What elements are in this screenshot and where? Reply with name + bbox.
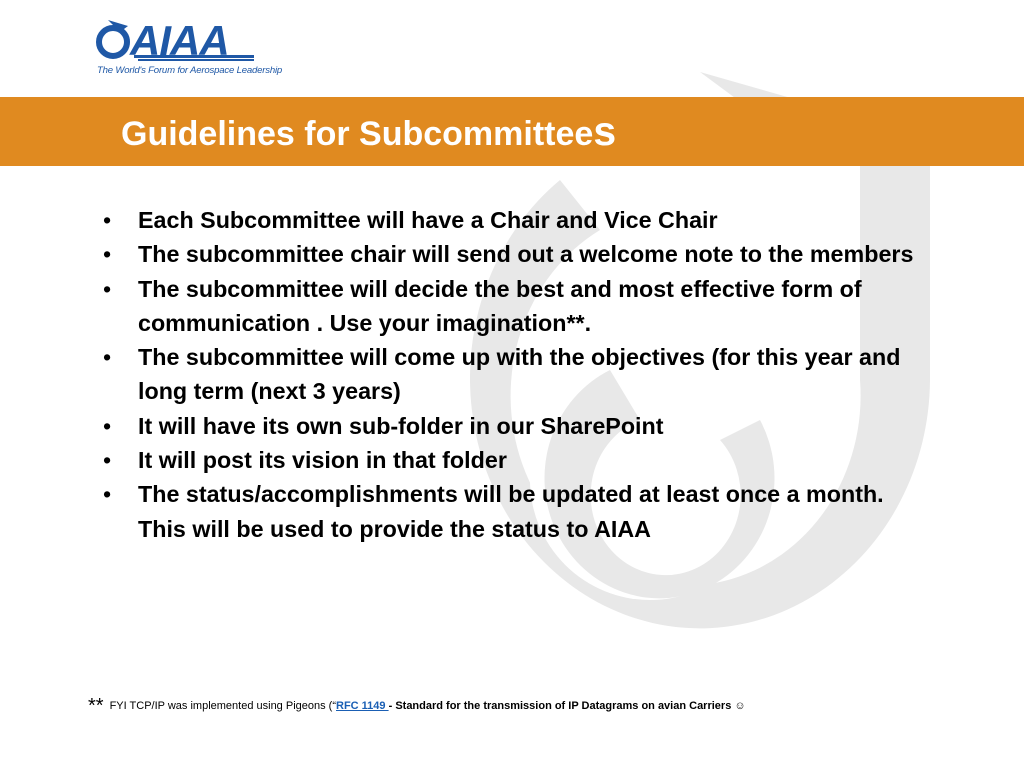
bullet-item bbox=[100, 443, 930, 477]
bullet-dot: • bbox=[103, 412, 112, 439]
bullet-dot: • bbox=[103, 344, 112, 371]
slide-title-last-letter: s bbox=[593, 108, 617, 154]
footnote-standard: - Standard for the transmission of IP Datagrams on avian Carriers ☺ bbox=[388, 700, 746, 712]
slide-title-main: Guidelines for Subcommittee bbox=[121, 115, 594, 153]
bullet-item bbox=[100, 272, 930, 341]
bullet-dot: • bbox=[103, 275, 112, 302]
slide-title bbox=[121, 97, 616, 166]
bullet-item bbox=[100, 203, 930, 237]
bullet-dot: • bbox=[103, 207, 112, 233]
bullet-list bbox=[100, 203, 930, 546]
logo-wordmark: AIAA bbox=[130, 17, 229, 64]
bullet-text: The subcommittee chair will send out a welcome note to the members bbox=[138, 241, 914, 268]
bullet-dot: • bbox=[103, 447, 112, 474]
bullet-item bbox=[100, 237, 930, 271]
bullet-text: It will have its own sub-folder in our SharePoint bbox=[138, 412, 664, 439]
footnote bbox=[88, 695, 1008, 718]
bullet-item bbox=[100, 477, 930, 546]
bullet-text: The subcommittee will come up with the objectives (for this year and long term (next 3 years) bbox=[138, 344, 901, 405]
bullet-dot: • bbox=[103, 481, 112, 508]
bullet-item bbox=[100, 409, 930, 443]
footnote-marker: ** bbox=[88, 695, 104, 717]
bullet-text: It will post its vision in that folder bbox=[138, 447, 507, 474]
bullet-text: The subcommittee will decide the best and most effective form of communication . Use your imagination**. bbox=[138, 275, 862, 336]
logo-tagline: The World's Forum for Aerospace Leadership bbox=[97, 65, 283, 76]
bullet-item bbox=[100, 340, 930, 409]
footnote-text: FYI TCP/IP was implemented using Pigeons (“ bbox=[109, 700, 336, 712]
aiaa-logo[interactable] bbox=[94, 17, 283, 82]
rfc-1149-link[interactable]: RFC 1149 bbox=[336, 700, 389, 712]
bullet-dot: • bbox=[103, 241, 112, 268]
title-banner bbox=[0, 97, 1024, 166]
bullet-text: Each Subcommittee will have a Chair and Vice Chair bbox=[138, 207, 718, 233]
bullet-text: The status/accomplishments will be updated at least once a month. This will be used to provide the status to AIAA bbox=[138, 481, 884, 542]
